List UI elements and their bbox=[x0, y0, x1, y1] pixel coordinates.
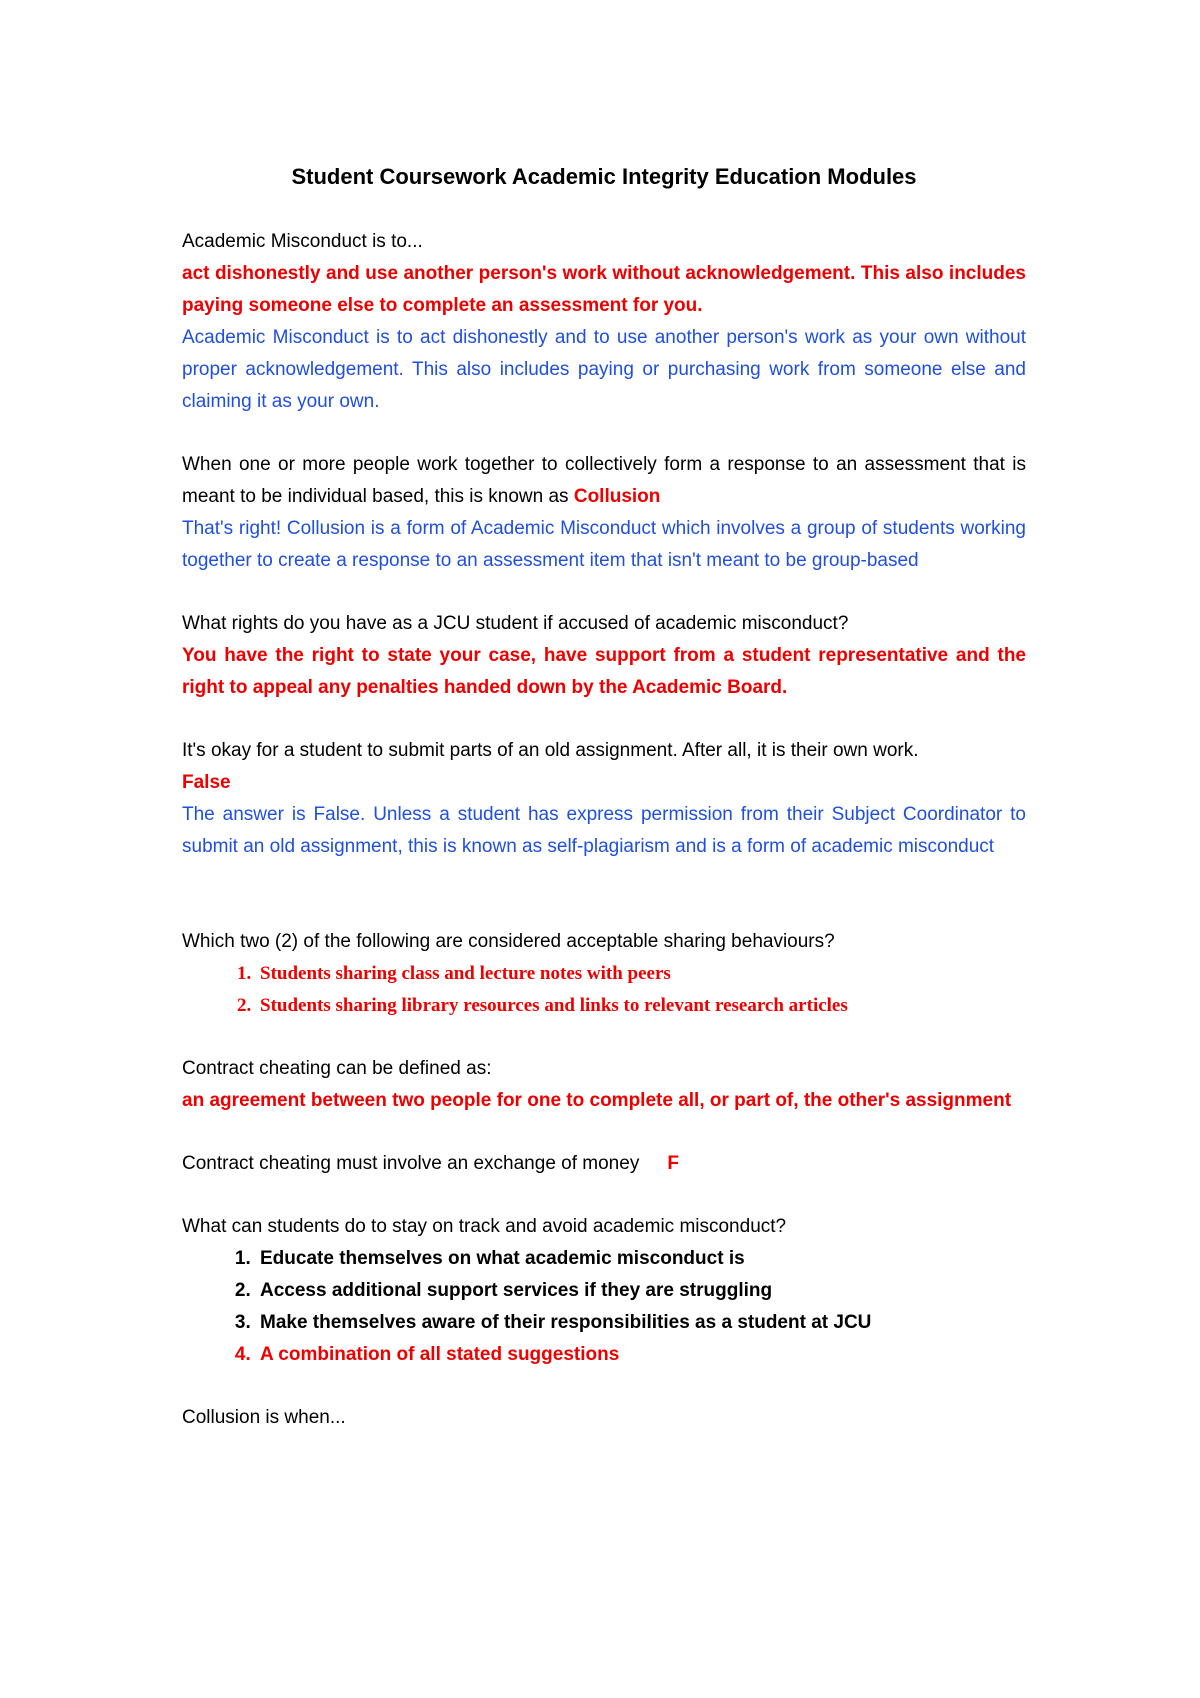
question-prompt: What can students do to stay on track and avoid academic misconduct? bbox=[182, 1216, 787, 1237]
answer-text: You have the right to state your case, have support from a student representative and the right to appeal any penalties handed down by the Academic Board. bbox=[182, 645, 1026, 698]
question-stay-on-track bbox=[182, 1211, 1026, 1371]
question-academic-misconduct bbox=[182, 226, 1026, 418]
list-item: 2. Access additional support services if they are struggling bbox=[256, 1275, 1026, 1307]
question-prompt: Academic Misconduct is to... bbox=[182, 231, 423, 252]
question-prompt: What rights do you have as a JCU student if accused of academic misconduct? bbox=[182, 613, 849, 634]
question-prompt bbox=[182, 1148, 1026, 1180]
question-prompt-text: When one or more people work together to collectively form a response to an assessment that is meant to be individual based, this is known as bbox=[182, 454, 1026, 507]
list-item: 1. Students sharing class and lecture notes with peers bbox=[256, 958, 1026, 990]
answer-text: False bbox=[182, 772, 231, 793]
list-item: 3. Make themselves aware of their responsibilities as a student at JCU bbox=[256, 1307, 1026, 1339]
correct-list-item: 4. A combination of all stated suggestions bbox=[256, 1339, 1026, 1371]
question-collusion bbox=[182, 449, 1026, 577]
question-prompt: Which two (2) of the following are considered acceptable sharing behaviours? bbox=[182, 931, 835, 952]
answer-text: an agreement between two people for one to complete all, or part of, the other's assignment bbox=[182, 1090, 1012, 1111]
answer-text: Collusion bbox=[573, 486, 661, 507]
question-prompt-text: Contract cheating must involve an exchange of money bbox=[182, 1153, 640, 1174]
list-item: 1. Educate themselves on what academic misconduct is bbox=[256, 1243, 1026, 1275]
list-item: 2. Students sharing library resources and links to relevant research articles bbox=[256, 990, 1026, 1022]
answer-list bbox=[182, 958, 1026, 1022]
explanation-text: Academic Misconduct is to act dishonestly and to use another person's work as your own without proper acknowledgement. This also includes paying or purchasing work from someone else and claiming it as your own. bbox=[182, 327, 1026, 412]
answer-text: F bbox=[667, 1153, 679, 1174]
question-prompt: Contract cheating can be defined as: bbox=[182, 1058, 492, 1079]
document-body bbox=[182, 158, 1026, 1434]
question-student-rights bbox=[182, 608, 1026, 704]
explanation-text: The answer is False. Unless a student has express permission from their Subject Coordinator to submit an old assignment, this is known as self-plagiarism and is a form of academic misconduct bbox=[182, 804, 1026, 857]
question-prompt: Collusion is when... bbox=[182, 1407, 346, 1428]
options-list bbox=[182, 1243, 1026, 1371]
document-title: Student Coursework Academic Integrity Education Modules bbox=[291, 164, 917, 189]
question-old-assignment bbox=[182, 735, 1026, 863]
question-prompt bbox=[182, 449, 1026, 513]
answer-text: act dishonestly and use another person's work without acknowledgement. This also includes paying someone else to complete an assessment for you. bbox=[182, 263, 1026, 316]
question-contract-cheating-definition bbox=[182, 1053, 1026, 1117]
question-contract-cheating-money bbox=[182, 1148, 1026, 1180]
question-collusion-definition bbox=[182, 1402, 1026, 1434]
explanation-text: That's right! Collusion is a form of Academic Misconduct which involves a group of students working together to create a response to an assessment item that isn't meant to be group-based bbox=[182, 518, 1026, 571]
question-prompt: It's okay for a student to submit parts of an old assignment. After all, it is their own work. bbox=[182, 740, 919, 761]
question-sharing-behaviours bbox=[182, 926, 1026, 1022]
